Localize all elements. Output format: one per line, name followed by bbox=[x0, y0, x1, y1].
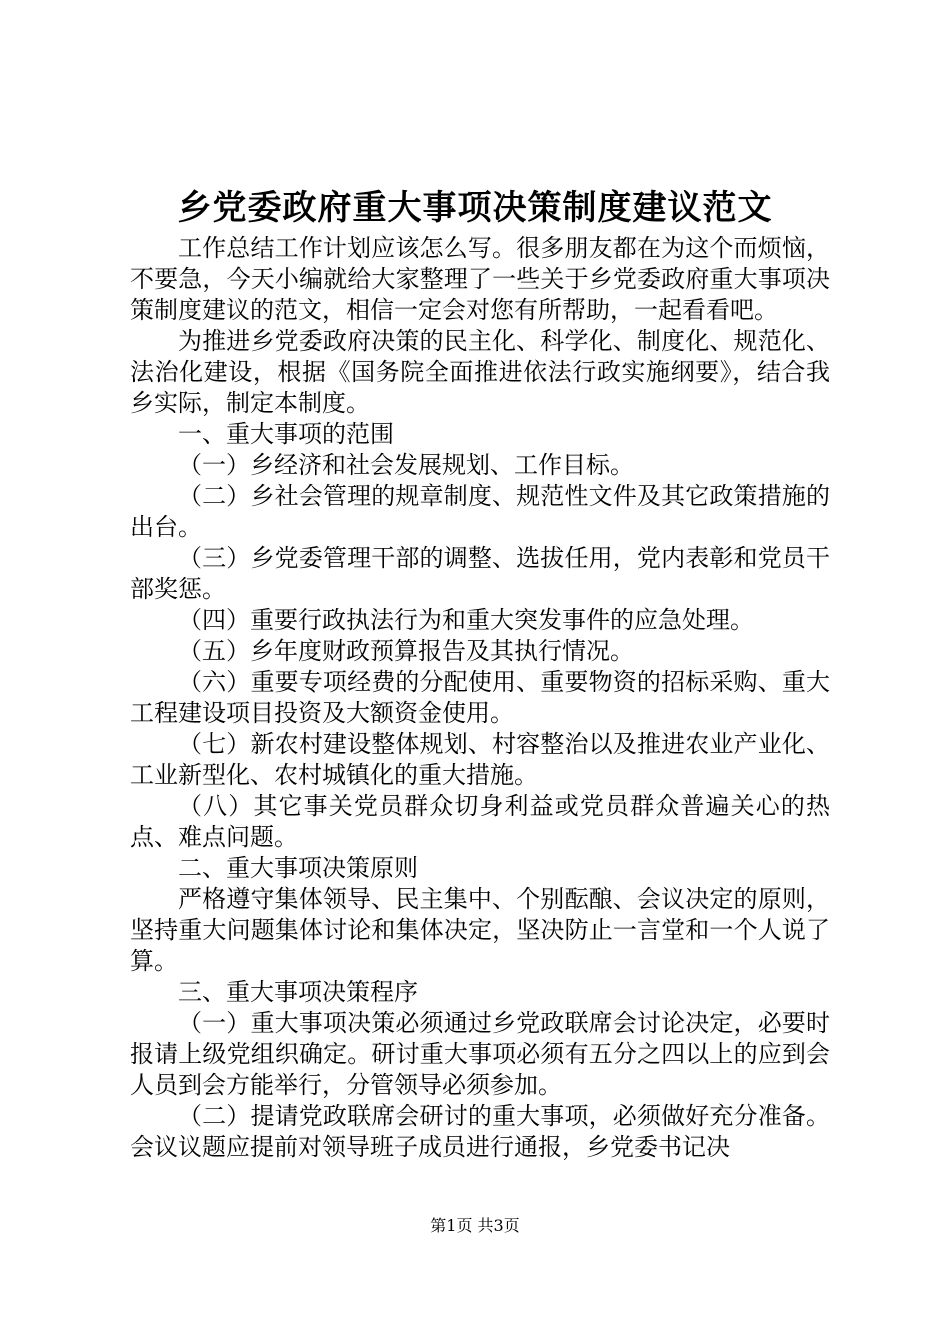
document-title: 乡党委政府重大事项决策制度建议范文 bbox=[177, 188, 773, 228]
page-footer: 第1页 共3页 bbox=[430, 1216, 520, 1235]
list-item: （八）其它事关党员群众切身利益或党员群众普遍关心的热点、难点问题。 bbox=[130, 792, 830, 851]
list-item: （四）重要行政执法行为和重大突发事件的应急处理。 bbox=[178, 606, 754, 634]
list-item: （三）乡党委管理干部的调整、选拔任用，党内表彰和党员干部奖惩。 bbox=[130, 544, 830, 603]
section-heading-principles: 二、重大事项决策原则 bbox=[178, 854, 418, 882]
document-body bbox=[130, 233, 830, 1163]
section-heading-scope: 一、重大事项的范围 bbox=[178, 420, 394, 448]
list-item: （六）重要专项经费的分配使用、重要物资的招标采购、重大工程建设项目投资及大额资金使用。 bbox=[130, 668, 830, 727]
list-item: （二）提请党政联席会研讨的重大事项，必须做好充分准备。会议议题应提前对领导班子成员进行通报，乡党委书记决 bbox=[130, 1102, 830, 1161]
paragraph-principles: 严格遵守集体领导、民主集中、个别酝酿、会议决定的原则，坚持重大问题集体讨论和集体决定，坚决防止一言堂和一个人说了算。 bbox=[130, 885, 830, 975]
list-item: （七）新农村建设整体规划、村容整治以及推进农业产业化、工业新型化、农村城镇化的重大措施。 bbox=[130, 730, 830, 789]
section-heading-procedure: 三、重大事项决策程序 bbox=[178, 978, 418, 1006]
list-item: （一）乡经济和社会发展规划、工作目标。 bbox=[178, 451, 634, 479]
paragraph-purpose: 为推进乡党委政府决策的民主化、科学化、制度化、规范化、法治化建设，根据《国务院全面推进依法行政实施纲要》，结合我乡实际，制定本制度。 bbox=[130, 327, 830, 417]
list-item: （二）乡社会管理的规章制度、规范性文件及其它政策措施的出台。 bbox=[130, 482, 830, 541]
paragraph-intro: 工作总结工作计划应该怎么写。很多朋友都在为这个而烦恼，不要急，今天小编就给大家整理了一些关于乡党委政府重大事项决策制度建议的范文，相信一定会对您有所帮助，一起看看吧。 bbox=[130, 234, 830, 324]
list-item: （五）乡年度财政预算报告及其执行情况。 bbox=[178, 637, 634, 665]
list-item: （一）重大事项决策必须通过乡党政联席会讨论决定，必要时报请上级党组织确定。研讨重大事项必须有五分之四以上的应到会人员到会方能举行，分管领导必须参加。 bbox=[130, 1009, 830, 1099]
